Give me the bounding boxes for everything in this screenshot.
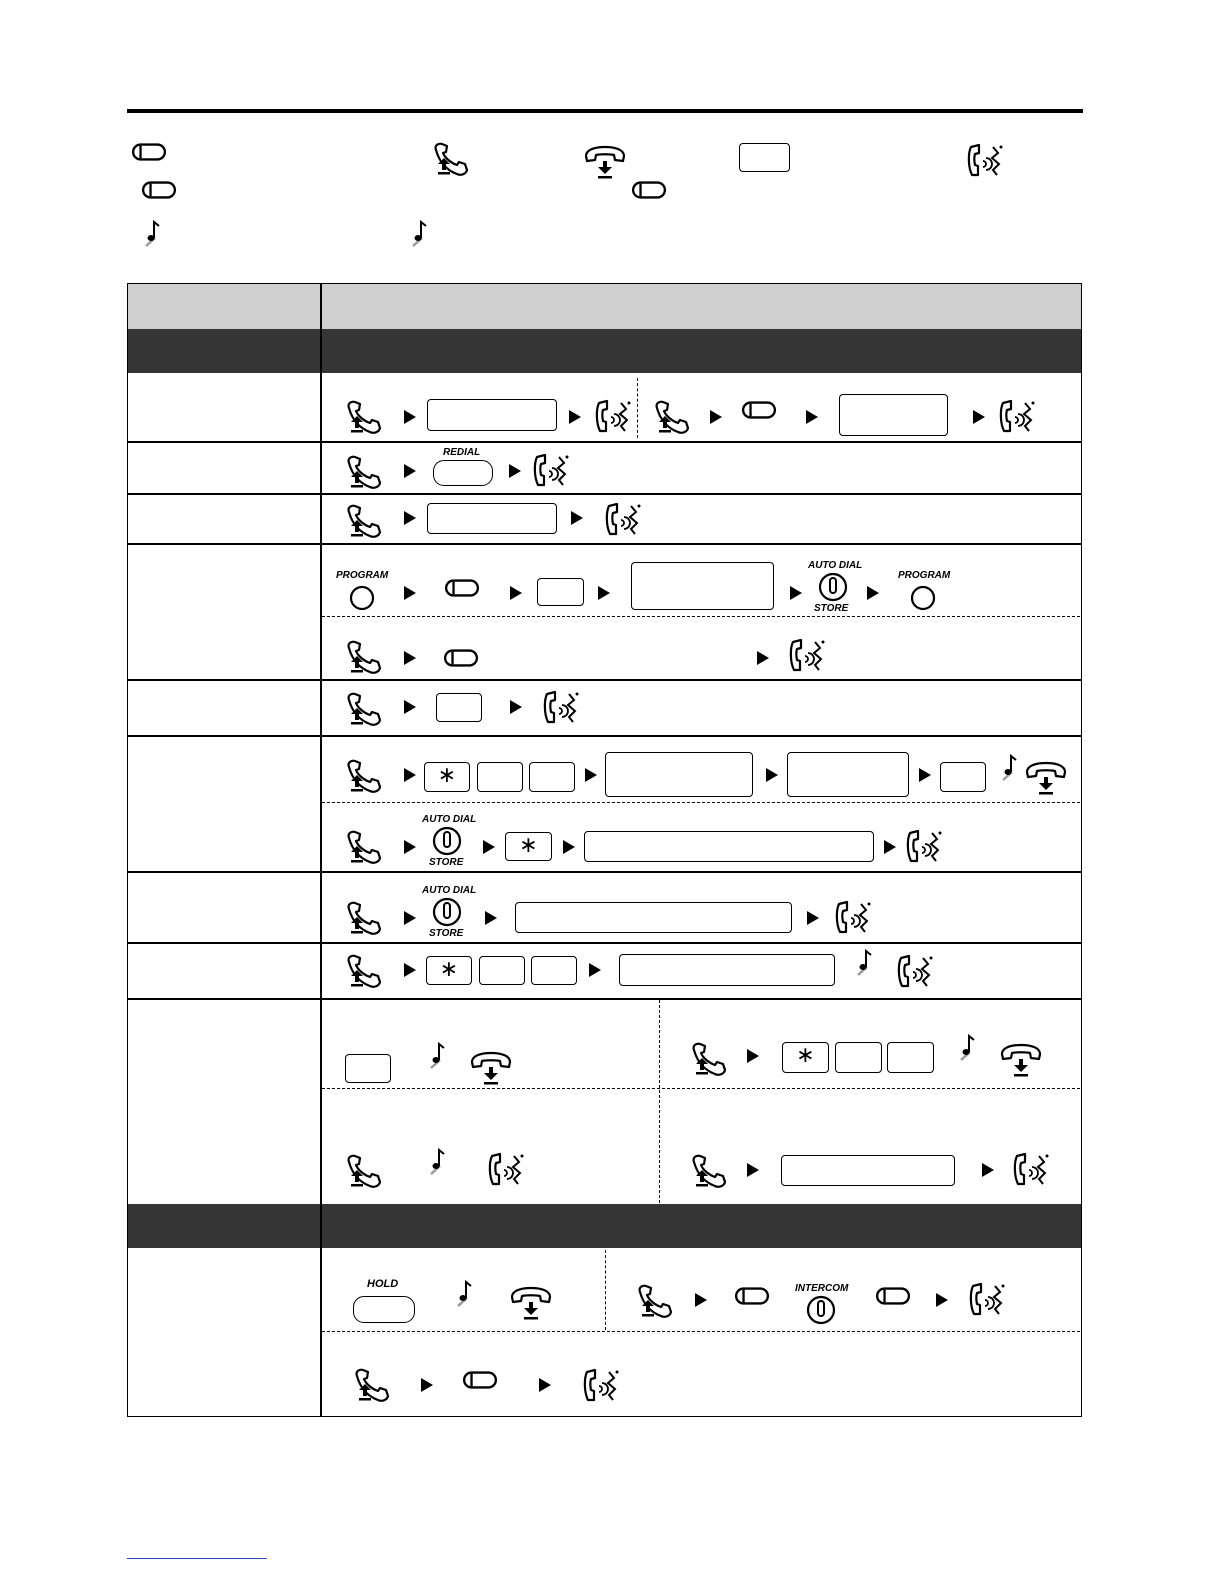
arrow-icon: [584, 767, 598, 783]
confirmation-tone-icon: [410, 218, 430, 248]
off-hook-icon: [351, 1366, 397, 1404]
confirmation-tone-icon: [455, 1278, 475, 1308]
talk-icon: [1010, 1150, 1052, 1190]
off-hook-icon: [343, 502, 389, 540]
dashed-divider: [322, 1088, 1080, 1089]
talk-icon: [966, 1280, 1008, 1320]
arrow-icon: [756, 650, 770, 666]
arrow-icon: [746, 1048, 760, 1064]
row-divider: [128, 441, 1081, 443]
redial-button-icon: [433, 460, 493, 486]
program-label: PROGRAM: [898, 570, 951, 581]
top-rule: [127, 109, 1083, 113]
arrow-icon: [765, 767, 779, 783]
line-button-icon: [141, 180, 177, 200]
arrow-icon: [694, 1292, 708, 1308]
talk-icon: [530, 451, 572, 491]
number-entry-box: [631, 562, 774, 610]
arrow-icon: [403, 585, 417, 601]
arrow-icon: [746, 1162, 760, 1178]
program-label: PROGRAM: [336, 570, 389, 581]
confirmation-tone-icon: [143, 218, 163, 248]
off-hook-icon: [343, 453, 389, 491]
row-divider: [128, 998, 1081, 1000]
intercom-label: INTERCOM: [795, 1283, 849, 1294]
arrow-icon: [484, 910, 498, 926]
off-hook-icon: [343, 398, 389, 436]
arrow-icon: [866, 585, 880, 601]
dashed-divider: [322, 802, 1080, 803]
row-divider: [128, 543, 1081, 545]
off-hook-icon: [343, 638, 389, 676]
dial-key-icon: [887, 1042, 934, 1073]
arrow-icon: [588, 962, 602, 978]
hold-button-icon: [353, 1296, 415, 1323]
talk-icon: [832, 898, 874, 938]
auto-dial-label: AUTO DIAL: [422, 885, 477, 896]
row-divider: [128, 679, 1081, 681]
off-hook-icon: [343, 952, 389, 990]
section-band: [128, 329, 1081, 373]
confirmation-tone-icon: [428, 1146, 448, 1176]
line-button-icon: [734, 1286, 770, 1306]
arrow-icon: [403, 839, 417, 855]
line-button-icon: [462, 1370, 498, 1390]
number-entry-box: [427, 399, 557, 431]
confirmation-tone-icon: [1000, 752, 1020, 782]
talk-icon: [540, 688, 582, 728]
arrow-icon: [508, 463, 522, 479]
talk-icon: [964, 141, 1006, 181]
dashed-divider: [322, 1331, 1080, 1332]
talk-icon: [602, 500, 644, 540]
confirmation-tone-icon: [958, 1032, 978, 1062]
arrow-icon: [403, 650, 417, 666]
arrow-icon: [597, 585, 611, 601]
arrow-icon: [918, 767, 932, 783]
line-button-icon: [444, 578, 480, 598]
off-hook-icon: [343, 757, 389, 795]
auto-dial-label: AUTO DIAL: [422, 814, 477, 825]
talk-icon: [894, 952, 936, 992]
arrow-icon: [568, 409, 582, 425]
table-header: [128, 284, 1081, 329]
row-divider: [128, 735, 1081, 737]
store-label: STORE: [429, 857, 464, 868]
hold-label: HOLD: [367, 1278, 399, 1290]
arrow-icon: [570, 510, 584, 526]
on-hook-icon: [581, 142, 629, 180]
on-hook-icon: [508, 1283, 554, 1321]
arrow-icon: [403, 510, 417, 526]
row-divider: [128, 942, 1081, 944]
talk-icon: [786, 636, 828, 676]
dial-key-icon: [739, 143, 790, 172]
dial-key-icon: [940, 762, 986, 792]
dial-key-icon: [531, 956, 577, 985]
store-label: STORE: [429, 928, 464, 939]
talk-icon: [580, 1366, 622, 1406]
off-hook-icon: [343, 690, 389, 728]
off-hook-icon: [688, 1152, 734, 1190]
auto-dial-store-button-icon: [432, 897, 462, 927]
arrow-icon: [562, 839, 576, 855]
arrow-icon: [709, 409, 723, 425]
arrow-icon: [806, 910, 820, 926]
arrow-icon: [420, 1377, 434, 1393]
line-button-icon: [741, 400, 777, 420]
arrow-icon: [482, 839, 496, 855]
dashed-divider: [605, 1250, 606, 1330]
on-hook-icon: [1023, 758, 1069, 796]
dashed-divider: [322, 616, 1080, 617]
row-divider: [128, 871, 1081, 873]
confirmation-tone-icon: [428, 1040, 448, 1070]
star-key-icon: ∗: [782, 1042, 829, 1073]
dial-key-icon: [477, 762, 523, 792]
intercom-button-icon: [806, 1295, 836, 1325]
confirmation-tone-icon: [855, 947, 875, 977]
number-entry-box: [781, 1155, 955, 1186]
line-button-icon: [131, 142, 167, 162]
redial-label: REDIAL: [443, 447, 481, 458]
column-divider: [320, 284, 322, 1416]
dial-key-icon: [529, 762, 575, 792]
off-hook-icon: [634, 1282, 680, 1320]
auto-dial-store-button-icon: [818, 572, 848, 602]
dashed-divider: [637, 378, 638, 438]
line-button-icon: [875, 1286, 911, 1306]
off-hook-icon: [651, 398, 697, 436]
arrow-icon: [403, 767, 417, 783]
star-key-icon: ∗: [426, 956, 472, 985]
program-button-icon: [349, 585, 375, 611]
auto-dial-store-button-icon: [432, 826, 462, 856]
footer-link-underline: [127, 1558, 267, 1559]
dial-key-icon: [537, 578, 584, 606]
arrow-icon: [509, 699, 523, 715]
arrow-icon: [509, 585, 523, 601]
number-entry-box: [619, 954, 835, 986]
arrow-icon: [805, 409, 819, 425]
off-hook-icon: [688, 1040, 734, 1078]
line-button-icon: [443, 648, 479, 668]
number-entry-box: [839, 394, 948, 436]
talk-icon: [903, 827, 945, 867]
talk-icon: [592, 397, 634, 437]
dial-key-icon: [479, 956, 525, 985]
number-entry-box: [584, 831, 874, 862]
talk-icon: [996, 397, 1038, 437]
arrow-icon: [403, 962, 417, 978]
arrow-icon: [403, 910, 417, 926]
dial-key-icon: [835, 1042, 882, 1073]
arrow-icon: [789, 585, 803, 601]
arrow-icon: [883, 839, 897, 855]
auto-dial-label: AUTO DIAL: [808, 560, 863, 571]
star-key-icon: ∗: [505, 832, 552, 861]
off-hook-icon: [343, 1152, 389, 1190]
arrow-icon: [972, 409, 986, 425]
off-hook-icon: [430, 140, 476, 178]
on-hook-icon: [998, 1040, 1044, 1078]
number-entry-box: [427, 503, 557, 534]
program-button-icon: [910, 585, 936, 611]
arrow-icon: [403, 699, 417, 715]
dial-key-icon: [345, 1054, 391, 1083]
arrow-icon: [403, 409, 417, 425]
row-divider: [128, 493, 1081, 495]
line-button-icon: [631, 180, 667, 200]
star-key-icon: ∗: [424, 762, 470, 792]
store-label: STORE: [814, 603, 849, 614]
arrow-icon: [538, 1377, 552, 1393]
arrow-icon: [403, 463, 417, 479]
on-hook-icon: [468, 1048, 514, 1086]
number-entry-box: [515, 902, 792, 933]
arrow-icon: [935, 1292, 949, 1308]
number-entry-box: [787, 752, 909, 797]
off-hook-icon: [343, 899, 389, 937]
dial-key-icon: [436, 693, 482, 722]
section-band: [128, 1204, 1081, 1248]
number-entry-box: [605, 752, 753, 797]
talk-icon: [485, 1150, 527, 1190]
off-hook-icon: [343, 828, 389, 866]
arrow-icon: [981, 1162, 995, 1178]
dashed-divider: [659, 1000, 660, 1203]
